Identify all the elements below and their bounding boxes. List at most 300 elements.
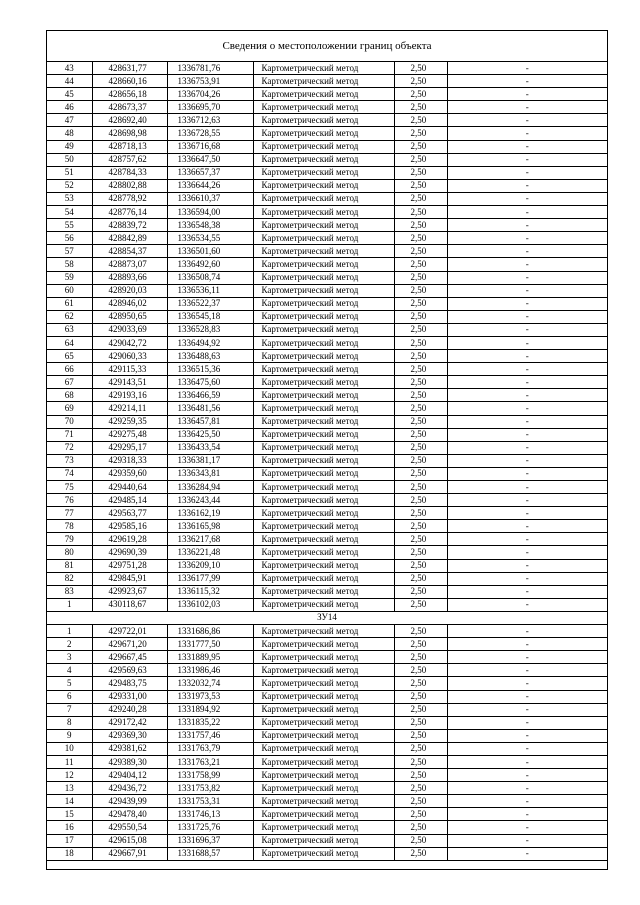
table-row: [47, 755, 607, 768]
precision-cell: 2,50: [394, 88, 447, 101]
y-coordinate-cell: 1336481,56: [167, 402, 253, 415]
y-coordinate-cell: 1331757,46: [167, 729, 253, 742]
y-coordinate-cell: 1336610,37: [167, 192, 253, 205]
y-coordinate-cell: 1331686,86: [167, 625, 253, 638]
precision-cell: 2,50: [394, 153, 447, 166]
table-row: [47, 140, 607, 153]
description-cell: -: [447, 389, 607, 402]
method-cell: Картометрический метод: [253, 297, 394, 310]
point-number-cell: 3: [47, 651, 92, 664]
y-coordinate-cell: 1336466,59: [167, 389, 253, 402]
point-number-cell: 74: [47, 467, 92, 480]
section-label: ЗУ14: [47, 611, 607, 624]
x-coordinate-cell: 429671,20: [92, 638, 167, 651]
x-coordinate-cell: 428698,98: [92, 127, 167, 140]
table-row: [47, 454, 607, 467]
y-coordinate-cell: 1336433,54: [167, 441, 253, 454]
point-number-cell: 75: [47, 481, 92, 494]
method-cell: Картометрический метод: [253, 467, 394, 480]
x-coordinate-cell: 429143,51: [92, 376, 167, 389]
y-coordinate-cell: 1336284,94: [167, 481, 253, 494]
point-number-cell: 59: [47, 271, 92, 284]
method-cell: Картометрический метод: [253, 153, 394, 166]
x-coordinate-cell: 428802,88: [92, 179, 167, 192]
y-coordinate-cell: 1331753,31: [167, 795, 253, 808]
description-cell: -: [447, 179, 607, 192]
point-number-cell: 56: [47, 232, 92, 245]
precision-cell: 2,50: [394, 441, 447, 454]
description-cell: -: [447, 847, 607, 860]
point-number-cell: 77: [47, 507, 92, 520]
y-coordinate-cell: 1336494,92: [167, 336, 253, 349]
point-number-cell: 10: [47, 742, 92, 755]
description-cell: -: [447, 297, 607, 310]
table-row: [47, 703, 607, 716]
table-row: [47, 323, 607, 336]
method-cell: Картометрический метод: [253, 271, 394, 284]
table-row: [47, 808, 607, 821]
precision-cell: 2,50: [394, 664, 447, 677]
method-cell: Картометрический метод: [253, 258, 394, 271]
method-cell: Картометрический метод: [253, 782, 394, 795]
x-coordinate-cell: 428776,14: [92, 206, 167, 219]
x-coordinate-cell: 428692,40: [92, 114, 167, 127]
description-cell: -: [447, 415, 607, 428]
x-coordinate-cell: 429478,40: [92, 808, 167, 821]
point-number-cell: 16: [47, 821, 92, 834]
point-number-cell: 66: [47, 363, 92, 376]
table-row: [47, 350, 607, 363]
point-number-cell: 57: [47, 245, 92, 258]
point-number-cell: 1: [47, 625, 92, 638]
description-cell: -: [447, 821, 607, 834]
table-row: [47, 389, 607, 402]
point-number-cell: 52: [47, 179, 92, 192]
description-cell: -: [447, 755, 607, 768]
method-cell: Картометрический метод: [253, 62, 394, 75]
description-cell: -: [447, 271, 607, 284]
y-coordinate-cell: 1336657,37: [167, 166, 253, 179]
table-row: [47, 441, 607, 454]
y-coordinate-cell: 1336548,38: [167, 219, 253, 232]
x-coordinate-cell: 429751,28: [92, 559, 167, 572]
y-coordinate-cell: 1336381,17: [167, 454, 253, 467]
precision-cell: 2,50: [394, 585, 447, 598]
point-number-cell: 44: [47, 75, 92, 88]
description-cell: -: [447, 769, 607, 782]
point-number-cell: 48: [47, 127, 92, 140]
y-coordinate-cell: 1336534,55: [167, 232, 253, 245]
method-cell: Картометрический метод: [253, 363, 394, 376]
precision-cell: 2,50: [394, 769, 447, 782]
table-row: [47, 271, 607, 284]
method-cell: Картометрический метод: [253, 533, 394, 546]
method-cell: Картометрический метод: [253, 389, 394, 402]
method-cell: Картометрический метод: [253, 454, 394, 467]
point-number-cell: 55: [47, 219, 92, 232]
x-coordinate-cell: 428950,65: [92, 310, 167, 323]
table-row: [47, 520, 607, 533]
table-row: [47, 729, 607, 742]
y-coordinate-cell: 1336515,36: [167, 363, 253, 376]
method-cell: Картометрический метод: [253, 795, 394, 808]
table-row: [47, 481, 607, 494]
method-cell: Картометрический метод: [253, 481, 394, 494]
x-coordinate-cell: 429389,30: [92, 755, 167, 768]
y-coordinate-cell: 1332032,74: [167, 677, 253, 690]
y-coordinate-cell: 1336217,68: [167, 533, 253, 546]
table-row: [47, 153, 607, 166]
table-row: [47, 245, 607, 258]
table-row: [47, 166, 607, 179]
point-number-cell: 80: [47, 546, 92, 559]
point-number-cell: 70: [47, 415, 92, 428]
point-number-cell: 73: [47, 454, 92, 467]
y-coordinate-cell: 1331746,13: [167, 808, 253, 821]
point-number-cell: 61: [47, 297, 92, 310]
precision-cell: 2,50: [394, 402, 447, 415]
description-cell: -: [447, 114, 607, 127]
description-cell: -: [447, 310, 607, 323]
precision-cell: 2,50: [394, 336, 447, 349]
table-row: [47, 677, 607, 690]
y-coordinate-cell: 1331835,22: [167, 716, 253, 729]
x-coordinate-cell: 429619,28: [92, 533, 167, 546]
description-cell: -: [447, 834, 607, 847]
precision-cell: 2,50: [394, 467, 447, 480]
precision-cell: 2,50: [394, 481, 447, 494]
x-coordinate-cell: 429923,67: [92, 585, 167, 598]
method-cell: Картометрический метод: [253, 755, 394, 768]
precision-cell: 2,50: [394, 428, 447, 441]
table-row: [47, 101, 607, 114]
description-cell: -: [447, 716, 607, 729]
description-cell: -: [447, 494, 607, 507]
table-row: [47, 363, 607, 376]
x-coordinate-cell: 430118,67: [92, 598, 167, 611]
coordinates-table: [47, 62, 607, 861]
point-number-cell: 13: [47, 782, 92, 795]
x-coordinate-cell: 429033,69: [92, 323, 167, 336]
y-coordinate-cell: 1336528,83: [167, 323, 253, 336]
description-cell: -: [447, 651, 607, 664]
point-number-cell: 63: [47, 323, 92, 336]
method-cell: Картометрический метод: [253, 179, 394, 192]
precision-cell: 2,50: [394, 101, 447, 114]
x-coordinate-cell: 429331,00: [92, 690, 167, 703]
y-coordinate-cell: 1336209,10: [167, 559, 253, 572]
table-row: [47, 258, 607, 271]
x-coordinate-cell: 428920,03: [92, 284, 167, 297]
x-coordinate-cell: 428873,07: [92, 258, 167, 271]
point-number-cell: 45: [47, 88, 92, 101]
x-coordinate-cell: 428673,37: [92, 101, 167, 114]
table-row: [47, 572, 607, 585]
point-number-cell: 79: [47, 533, 92, 546]
x-coordinate-cell: 428778,92: [92, 192, 167, 205]
point-number-cell: 60: [47, 284, 92, 297]
method-cell: Картометрический метод: [253, 638, 394, 651]
precision-cell: 2,50: [394, 258, 447, 271]
precision-cell: 2,50: [394, 834, 447, 847]
description-cell: -: [447, 808, 607, 821]
y-coordinate-cell: 1331894,92: [167, 703, 253, 716]
method-cell: Картометрический метод: [253, 808, 394, 821]
precision-cell: 2,50: [394, 284, 447, 297]
y-coordinate-cell: 1336457,81: [167, 415, 253, 428]
precision-cell: 2,50: [394, 572, 447, 585]
precision-cell: 2,50: [394, 729, 447, 742]
table-row: [47, 467, 607, 480]
x-coordinate-cell: 429483,75: [92, 677, 167, 690]
method-cell: Картометрический метод: [253, 284, 394, 297]
point-number-cell: 4: [47, 664, 92, 677]
y-coordinate-cell: 1336716,68: [167, 140, 253, 153]
table-row: [47, 638, 607, 651]
y-coordinate-cell: 1336781,76: [167, 62, 253, 75]
table-row: [47, 127, 607, 140]
y-coordinate-cell: 1331763,21: [167, 755, 253, 768]
y-coordinate-cell: 1336704,26: [167, 88, 253, 101]
description-cell: -: [447, 625, 607, 638]
precision-cell: 2,50: [394, 271, 447, 284]
precision-cell: 2,50: [394, 166, 447, 179]
x-coordinate-cell: 428784,33: [92, 166, 167, 179]
x-coordinate-cell: 429193,16: [92, 389, 167, 402]
point-number-cell: 43: [47, 62, 92, 75]
method-cell: Картометрический метод: [253, 166, 394, 179]
x-coordinate-cell: 429722,01: [92, 625, 167, 638]
y-coordinate-cell: 1331758,99: [167, 769, 253, 782]
method-cell: Картометрический метод: [253, 559, 394, 572]
precision-cell: 2,50: [394, 755, 447, 768]
x-coordinate-cell: 429585,16: [92, 520, 167, 533]
method-cell: Картометрический метод: [253, 769, 394, 782]
description-cell: -: [447, 153, 607, 166]
precision-cell: 2,50: [394, 179, 447, 192]
y-coordinate-cell: 1336221,48: [167, 546, 253, 559]
method-cell: Картометрический метод: [253, 232, 394, 245]
method-cell: Картометрический метод: [253, 834, 394, 847]
point-number-cell: 15: [47, 808, 92, 821]
y-coordinate-cell: 1336501,60: [167, 245, 253, 258]
x-coordinate-cell: 429439,99: [92, 795, 167, 808]
method-cell: Картометрический метод: [253, 206, 394, 219]
y-coordinate-cell: 1336343,81: [167, 467, 253, 480]
table-row: [47, 179, 607, 192]
method-cell: Картометрический метод: [253, 415, 394, 428]
description-cell: -: [447, 533, 607, 546]
table-row: [47, 376, 607, 389]
point-number-cell: 18: [47, 847, 92, 860]
x-coordinate-cell: 429404,12: [92, 769, 167, 782]
description-cell: -: [447, 62, 607, 75]
precision-cell: 2,50: [394, 520, 447, 533]
precision-cell: 2,50: [394, 690, 447, 703]
point-number-cell: 53: [47, 192, 92, 205]
y-coordinate-cell: 1336594,00: [167, 206, 253, 219]
table-row: [47, 651, 607, 664]
method-cell: Картометрический метод: [253, 441, 394, 454]
table-row: [47, 821, 607, 834]
x-coordinate-cell: 429259,35: [92, 415, 167, 428]
method-cell: Картометрический метод: [253, 192, 394, 205]
precision-cell: 2,50: [394, 638, 447, 651]
x-coordinate-cell: 428946,02: [92, 297, 167, 310]
x-coordinate-cell: 429359,60: [92, 467, 167, 480]
x-coordinate-cell: 429115,33: [92, 363, 167, 376]
precision-cell: 2,50: [394, 716, 447, 729]
precision-cell: 2,50: [394, 127, 447, 140]
method-cell: Картометрический метод: [253, 245, 394, 258]
method-cell: Картометрический метод: [253, 703, 394, 716]
precision-cell: 2,50: [394, 651, 447, 664]
description-cell: -: [447, 232, 607, 245]
table-row: [47, 664, 607, 677]
x-coordinate-cell: 429318,33: [92, 454, 167, 467]
point-number-cell: 5: [47, 677, 92, 690]
x-coordinate-cell: 429485,14: [92, 494, 167, 507]
precision-cell: 2,50: [394, 703, 447, 716]
table-row: [47, 546, 607, 559]
method-cell: Картометрический метод: [253, 546, 394, 559]
description-cell: -: [447, 467, 607, 480]
description-cell: -: [447, 127, 607, 140]
precision-cell: 2,50: [394, 310, 447, 323]
description-cell: -: [447, 323, 607, 336]
description-cell: -: [447, 638, 607, 651]
description-cell: -: [447, 585, 607, 598]
y-coordinate-cell: 1336488,63: [167, 350, 253, 363]
method-cell: Картометрический метод: [253, 140, 394, 153]
y-coordinate-cell: 1331696,37: [167, 834, 253, 847]
precision-cell: 2,50: [394, 219, 447, 232]
y-coordinate-cell: 1336536,11: [167, 284, 253, 297]
y-coordinate-cell: 1336753,91: [167, 75, 253, 88]
section-row: [47, 611, 607, 624]
y-coordinate-cell: 1331889,95: [167, 651, 253, 664]
point-number-cell: 54: [47, 206, 92, 219]
table-row: [47, 297, 607, 310]
description-cell: -: [447, 219, 607, 232]
table-row: [47, 219, 607, 232]
description-cell: -: [447, 729, 607, 742]
table-row: [47, 75, 607, 88]
description-cell: -: [447, 140, 607, 153]
y-coordinate-cell: 1331986,46: [167, 664, 253, 677]
precision-cell: 2,50: [394, 742, 447, 755]
method-cell: Картометрический метод: [253, 520, 394, 533]
method-cell: Картометрический метод: [253, 585, 394, 598]
table-row: [47, 533, 607, 546]
y-coordinate-cell: 1331753,82: [167, 782, 253, 795]
description-cell: -: [447, 284, 607, 297]
point-number-cell: 51: [47, 166, 92, 179]
y-coordinate-cell: 1336425,50: [167, 428, 253, 441]
precision-cell: 2,50: [394, 323, 447, 336]
x-coordinate-cell: 429569,63: [92, 664, 167, 677]
y-coordinate-cell: 1336115,32: [167, 585, 253, 598]
method-cell: Картометрический метод: [253, 598, 394, 611]
precision-cell: 2,50: [394, 245, 447, 258]
point-number-cell: 17: [47, 834, 92, 847]
table-row: [47, 834, 607, 847]
precision-cell: 2,50: [394, 559, 447, 572]
method-cell: Картометрический метод: [253, 101, 394, 114]
description-cell: -: [447, 742, 607, 755]
point-number-cell: 7: [47, 703, 92, 716]
point-number-cell: 65: [47, 350, 92, 363]
precision-cell: 2,50: [394, 114, 447, 127]
method-cell: Картометрический метод: [253, 690, 394, 703]
table-row: [47, 232, 607, 245]
x-coordinate-cell: 429550,54: [92, 821, 167, 834]
x-coordinate-cell: 428893,66: [92, 271, 167, 284]
method-cell: Картометрический метод: [253, 625, 394, 638]
description-cell: -: [447, 206, 607, 219]
x-coordinate-cell: 429667,91: [92, 847, 167, 860]
x-coordinate-cell: 428718,13: [92, 140, 167, 153]
table-row: [47, 402, 607, 415]
method-cell: Картометрический метод: [253, 88, 394, 101]
table-row: [47, 336, 607, 349]
method-cell: Картометрический метод: [253, 350, 394, 363]
coordinates-table-body: [47, 62, 607, 860]
description-cell: -: [447, 245, 607, 258]
x-coordinate-cell: 429042,72: [92, 336, 167, 349]
point-number-cell: 67: [47, 376, 92, 389]
precision-cell: 2,50: [394, 782, 447, 795]
document-sheet: [46, 30, 608, 870]
x-coordinate-cell: 428839,72: [92, 219, 167, 232]
precision-cell: 2,50: [394, 389, 447, 402]
x-coordinate-cell: 429667,45: [92, 651, 167, 664]
precision-cell: 2,50: [394, 297, 447, 310]
y-coordinate-cell: 1336644,26: [167, 179, 253, 192]
table-row: [47, 284, 607, 297]
y-coordinate-cell: 1331688,57: [167, 847, 253, 860]
point-number-cell: 71: [47, 428, 92, 441]
table-row: [47, 847, 607, 860]
y-coordinate-cell: 1336522,37: [167, 297, 253, 310]
description-cell: -: [447, 520, 607, 533]
precision-cell: 2,50: [394, 206, 447, 219]
table-row: [47, 310, 607, 323]
method-cell: Картометрический метод: [253, 742, 394, 755]
precision-cell: 2,50: [394, 847, 447, 860]
table-row: [47, 598, 607, 611]
method-cell: Картометрический метод: [253, 507, 394, 520]
description-cell: -: [447, 75, 607, 88]
description-cell: -: [447, 782, 607, 795]
table-row: [47, 62, 607, 75]
precision-cell: 2,50: [394, 533, 447, 546]
point-number-cell: 72: [47, 441, 92, 454]
method-cell: Картометрический метод: [253, 127, 394, 140]
x-coordinate-cell: 429381,62: [92, 742, 167, 755]
precision-cell: 2,50: [394, 625, 447, 638]
precision-cell: 2,50: [394, 363, 447, 376]
table-row: [47, 716, 607, 729]
point-number-cell: 14: [47, 795, 92, 808]
point-number-cell: 78: [47, 520, 92, 533]
table-row: [47, 625, 607, 638]
point-number-cell: 81: [47, 559, 92, 572]
x-coordinate-cell: 429615,08: [92, 834, 167, 847]
point-number-cell: 47: [47, 114, 92, 127]
method-cell: Картометрический метод: [253, 651, 394, 664]
x-coordinate-cell: 429295,17: [92, 441, 167, 454]
